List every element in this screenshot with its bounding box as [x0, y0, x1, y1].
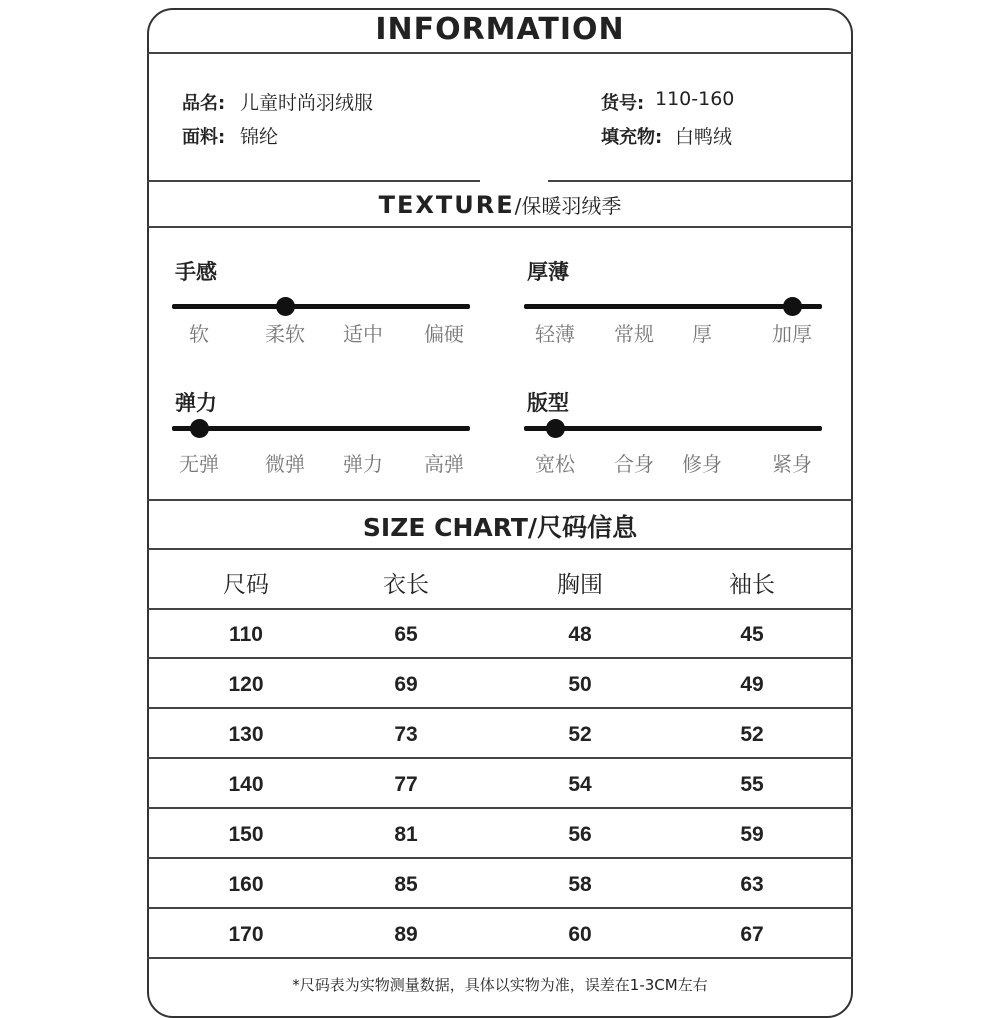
texture-track [172, 426, 470, 431]
table-cell: 65 [394, 623, 418, 646]
texture-option: 加厚 [772, 322, 812, 346]
table-cell: 170 [228, 923, 264, 946]
table-cell: 63 [740, 873, 764, 896]
table-cell: 52 [568, 723, 592, 746]
texture-option: 宽松 [535, 452, 575, 476]
table-cell: 58 [568, 873, 592, 896]
table-cell: 120 [228, 673, 264, 696]
filling-label: 填充物: [601, 127, 663, 148]
information-heading: INFORMATION [375, 12, 625, 47]
table-divider [147, 857, 853, 859]
column-header-sleeve: 袖长 [729, 572, 775, 598]
texture-option: 无弹 [179, 452, 219, 476]
filling-value: 白鸭绒 [675, 126, 733, 148]
table-divider [147, 757, 853, 759]
texture-track [524, 426, 822, 431]
product-name-label: 品名: [182, 93, 226, 114]
table-cell: 89 [394, 923, 418, 946]
divider [147, 180, 480, 182]
texture-option: 弹力 [343, 452, 383, 476]
table-cell: 85 [394, 873, 418, 896]
texture-attr-title: 版型 [527, 391, 569, 415]
product-name-value: 儿童时尚羽绒服 [240, 92, 374, 114]
texture-level-knob [276, 297, 295, 316]
texture-level-knob [783, 297, 802, 316]
table-cell: 110 [229, 623, 263, 646]
table-cell: 54 [568, 773, 592, 796]
divider [147, 548, 853, 550]
texture-heading-en: TEXTURE [378, 191, 515, 219]
table-divider [147, 957, 853, 959]
column-header-length: 衣长 [383, 572, 429, 598]
table-cell: 160 [228, 873, 264, 896]
divider [548, 180, 853, 182]
texture-option: 柔软 [265, 322, 305, 346]
item-no-label: 货号: [601, 93, 645, 114]
texture-track [524, 304, 822, 309]
table-cell: 52 [740, 723, 764, 746]
texture-option: 紧身 [772, 452, 812, 476]
item-no-value: 110-160 [655, 88, 735, 110]
texture-option: 常规 [614, 322, 654, 346]
texture-option: 高弹 [424, 452, 464, 476]
table-cell: 73 [394, 723, 418, 746]
table-cell: 77 [394, 773, 418, 796]
table-cell: 60 [568, 923, 592, 946]
table-cell: 56 [568, 823, 592, 846]
divider [147, 499, 853, 501]
texture-attr-title: 手感 [175, 260, 217, 284]
table-divider [147, 657, 853, 659]
table-cell: 59 [740, 823, 764, 846]
column-header-chest: 胸围 [557, 572, 603, 598]
texture-option: 软 [189, 322, 209, 346]
table-cell: 69 [394, 673, 418, 696]
table-cell: 67 [740, 923, 764, 946]
texture-level-knob [190, 419, 209, 438]
fabric-value: 锦纶 [240, 126, 279, 148]
texture-heading-cn: /保暖羽绒季 [514, 194, 622, 218]
texture-option: 偏硬 [424, 322, 464, 346]
table-cell: 50 [568, 673, 592, 696]
texture-option: 厚 [692, 322, 712, 346]
table-cell: 81 [394, 823, 418, 846]
table-cell: 150 [228, 823, 264, 846]
table-cell: 48 [568, 623, 592, 646]
table-cell: 140 [228, 773, 264, 796]
divider [147, 226, 853, 228]
texture-option: 微弹 [265, 452, 305, 476]
texture-option: 适中 [343, 322, 383, 346]
table-cell: 45 [740, 623, 764, 646]
texture-attr-title: 弹力 [175, 391, 217, 415]
table-divider [147, 707, 853, 709]
texture-heading [147, 190, 853, 219]
table-cell: 55 [740, 773, 764, 796]
table-cell: 130 [228, 723, 264, 746]
divider [147, 52, 853, 54]
texture-level-knob [546, 419, 565, 438]
size-chart-heading: SIZE CHART/尺码信息 [362, 513, 638, 542]
fabric-label: 面料: [182, 127, 226, 148]
texture-option: 轻薄 [535, 322, 575, 346]
size-chart-note: *尺码表为实物测量数据，具体以实物为准，误差在1-3CM左右 [292, 976, 708, 994]
table-divider [147, 907, 853, 909]
texture-attr-title: 厚薄 [527, 260, 569, 284]
table-cell: 49 [740, 673, 764, 696]
column-header-size: 尺码 [223, 572, 269, 598]
table-divider [147, 807, 853, 809]
texture-option: 修身 [682, 452, 722, 476]
table-divider [147, 608, 853, 610]
texture-option: 合身 [614, 452, 654, 476]
texture-track [172, 304, 470, 309]
